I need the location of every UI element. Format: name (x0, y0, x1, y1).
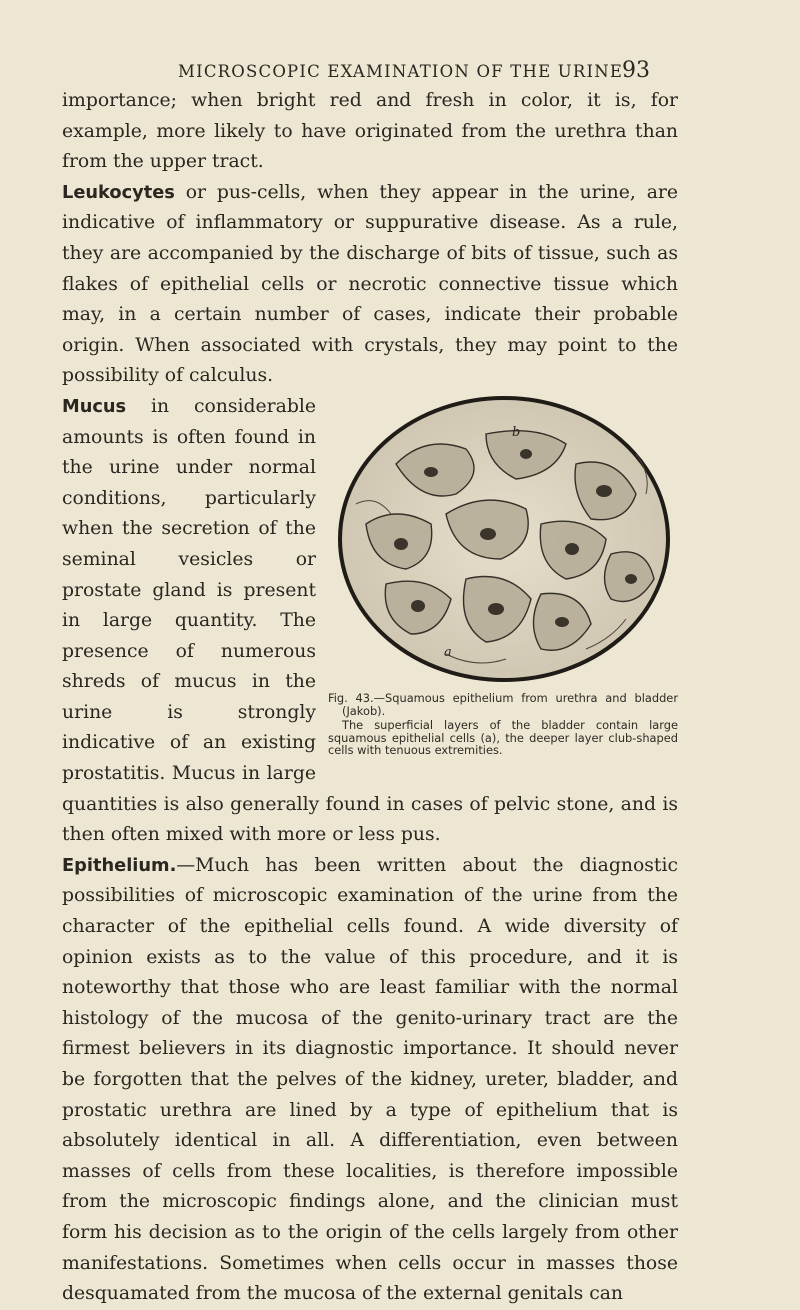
leukocytes-text: or pus-cells, when they appear in the urine, are indicative of inflammatory or suppurative disease. As a rule, they are accompanied by the discharge of bits of tissue, such as flakes of epithelial cells or necrotic connective tissue which may, in a certain number of cases, indicate their probable origin. When associated with crystals, they may point to the possibility of calculus. (62, 181, 678, 387)
figure-43 (328, 394, 678, 777)
page-header (0, 50, 800, 83)
leukocytes-heading: Leukocytes (62, 181, 175, 203)
paragraph-leukocytes (62, 178, 678, 392)
figure-label-a: a (444, 644, 452, 660)
figure-caption (328, 692, 678, 757)
epithelium-heading: Epithelium. (62, 854, 177, 876)
figure-label-b: b (512, 424, 521, 440)
epithelium-text: —Much has been written about the diagnostic possibilities of microscopic examination of the urine from the character of the epithelial cells found. A wide diversity of opinion exists as to the value of this procedure, and it is noteworthy that those who are least familiar with the normal histology of the mucosa of the genito-urinary tract are the firmest believers in its diagnostic importance. It should never be forgotten that the pelves of the kidney, ureter, bladder, and prostatic urethra are lined by a type of epithelium that is absolutely identical in all. A differentiation, even between masses of cells from these localities, is therefore impossible from the microscopic findings alone, and the clinician must form his decision as to the origin of the cells largely from other manifestations. Sometimes when cells occur in masses those desquamated from the mucosa of the external genitals can (62, 854, 678, 1305)
paragraph-hematuria: importance; when bright red and fresh in color, it is, for example, more likely to have originated from the urethra than from the upper tract. (62, 90, 678, 173)
caption-title: Fig. 43.—Squamous epithelium from urethra and bladder (Jakob). (328, 690, 678, 718)
mucus-heading: Mucus (62, 395, 127, 417)
page-number: 93 (622, 58, 650, 83)
body-text (62, 86, 678, 1310)
paragraph-mucus (62, 392, 678, 851)
running-head: MICROSCOPIC EXAMINATION OF THE URINE (178, 62, 624, 81)
paragraph-epithelium (62, 851, 678, 1310)
mucus-text: in considerable amounts is often found in the urine under normal conditions, particularly when the secretion of the seminal vesicles or prostate gland is present in large quantity. The presence of numerous shreds of mucus in the urine is strongly indicative of an existing prostatitis. Mucus in large quantities is also generally found in cases of pelvic stone, and is then often mixed with more or less pus. (62, 395, 678, 846)
caption-body: The superficial layers of the bladder contain large squamous epithelial cells (a), the deeper layer club-shaped cells with tenuous extremities. (328, 718, 678, 758)
epithelium-micrograph (336, 394, 672, 684)
